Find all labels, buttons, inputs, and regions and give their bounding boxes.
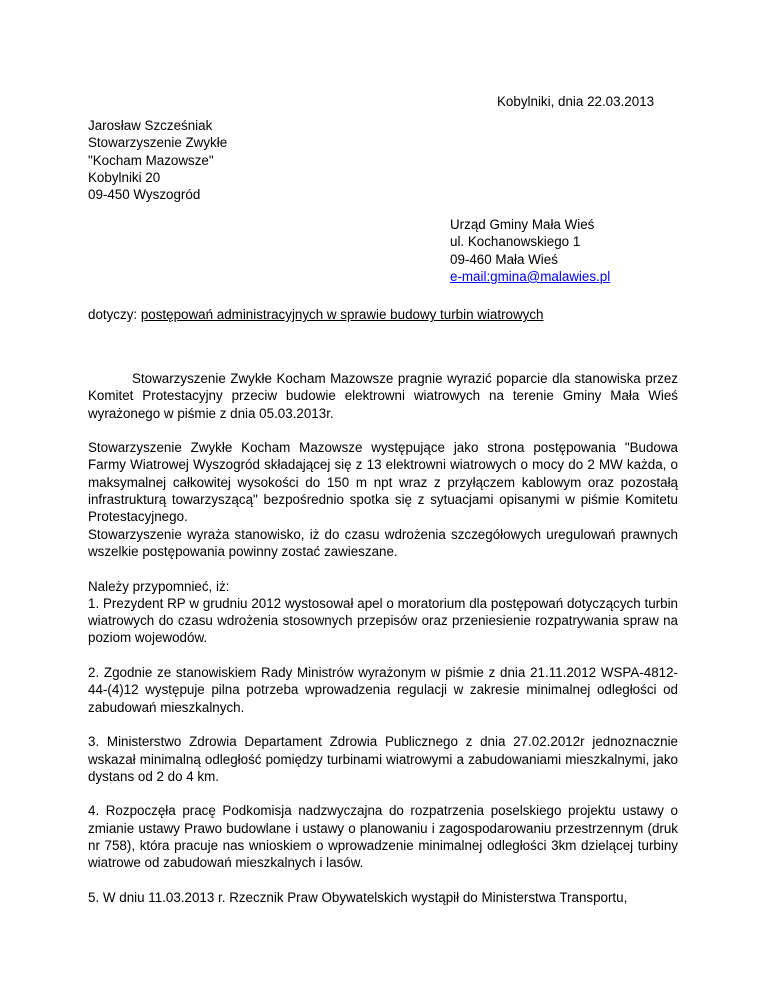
numbered-point-4: 4. Rozpoczęła pracę Podkomisja nadzwyczajna do rozpatrzenia poselskiego projektu ustawy o zmianie ustawy Prawo budowlane i ustawy o planowaniu i zagospodarowaniu przestrzennym (druk nr 758), która pracuje nas wnioskiem o wprowadzenie minimalnej odległości 3km dzielącej turbiny wiatrowe od zabudowań mieszkalnych i lasów. <box>88 803 678 871</box>
numbered-point-3: 3. Ministerstwo Zdrowia Departament Zdrowia Publicznego z dnia 27.02.2012r jednoznacznie wskazał minimalną odległość pomiędzy turbinami wiatrowymi a zabudowaniami mieszkalnymi, jako dystans od 2 do 4 km. <box>88 734 678 784</box>
reminder-heading: Należy przypomnieć, iż: <box>88 578 230 594</box>
sender-postal-city: 09-450 Wyszogród <box>88 187 201 203</box>
sender-street: Kobylniki 20 <box>88 169 161 185</box>
date-line: Kobylniki, dnia 22.03.2013 <box>497 94 655 109</box>
sender-organization-name: "Kocham Mazowsze" <box>88 152 214 168</box>
recipient-email-link[interactable]: e-mail:gmina@malawies.pl <box>450 268 611 284</box>
letter-body <box>88 370 678 906</box>
recipient-address-block <box>450 216 610 285</box>
sender-organization: Stowarzyszenie Zwykłe <box>88 135 228 151</box>
body-paragraph-1: Stowarzyszenie Zwykłe Kocham Mazowsze występujące jako strona postępowania "Budowa Farmy Wiatrowej Wyszogród składającej się z 13 elektrowni wiatrowych o mocy do 2 MW każda, o maksymalnej całkowitej wysokości do 150 m npt wraz z przyłączem kablowym oraz pozostałą infrastrukturą towarzyszącą" bezpośrednio spotka się z sytuacjami opisanymi w piśmie Komitetu Protestacyjnego. <box>88 440 678 525</box>
subject-line <box>88 306 544 323</box>
recipient-street: ul. Kochanowskiego 1 <box>450 234 581 250</box>
recipient-name: Urząd Gminy Mała Wieś <box>450 217 595 232</box>
body-paragraph-2: Stowarzyszenie wyraża stanowisko, iż do czasu wdrożenia szczegółowych uregulowań prawnych wszelkie postępowania powinny zostać zawieszane. <box>88 526 678 559</box>
subject-text: postępowań administracyjnych w sprawie budowy turbin wiatrowych <box>140 307 544 322</box>
intro-paragraph: Stowarzyszenie Zwykłe Kocham Mazowsze pragnie wyrazić poparcie dla stanowiska przez Komitet Protestacyjny przeciw budowie elektrowni wiatrowych na terenie Gminy Mała Wieś wyrażonego w piśmie z dnia 05.03.2013r. <box>88 371 678 421</box>
sender-address-block <box>88 117 227 203</box>
sender-name: Jarosław Szcześniak <box>88 118 213 133</box>
subject-label: dotyczy: <box>88 307 141 322</box>
numbered-point-5: 5. W dniu 11.03.2013 r. Rzecznik Praw Obywatelskich wystąpił do Ministerstwa Transportu, <box>88 889 628 905</box>
numbered-point-2: 2. Zgodnie ze stanowiskiem Rady Ministrów wyrażonym w piśmie z dnia 21.11.2012 WSPA-4812-44-(4)12 występuje pilna potrzeba wprowadzenia regulacji w zakresie minimalnej odległości od zabudowań mieszkalnych. <box>88 665 678 715</box>
recipient-postal-city: 09-460 Mała Wieś <box>450 251 558 267</box>
numbered-point-1: 1. Prezydent RP w grudniu 2012 wystosował apel o moratorium dla postępowań dotyczących turbin wiatrowych do czasu wdrożenia stosownych przepisów oraz przeniesienie rozpatrywania spraw na poziom wojewodów. <box>88 595 678 646</box>
